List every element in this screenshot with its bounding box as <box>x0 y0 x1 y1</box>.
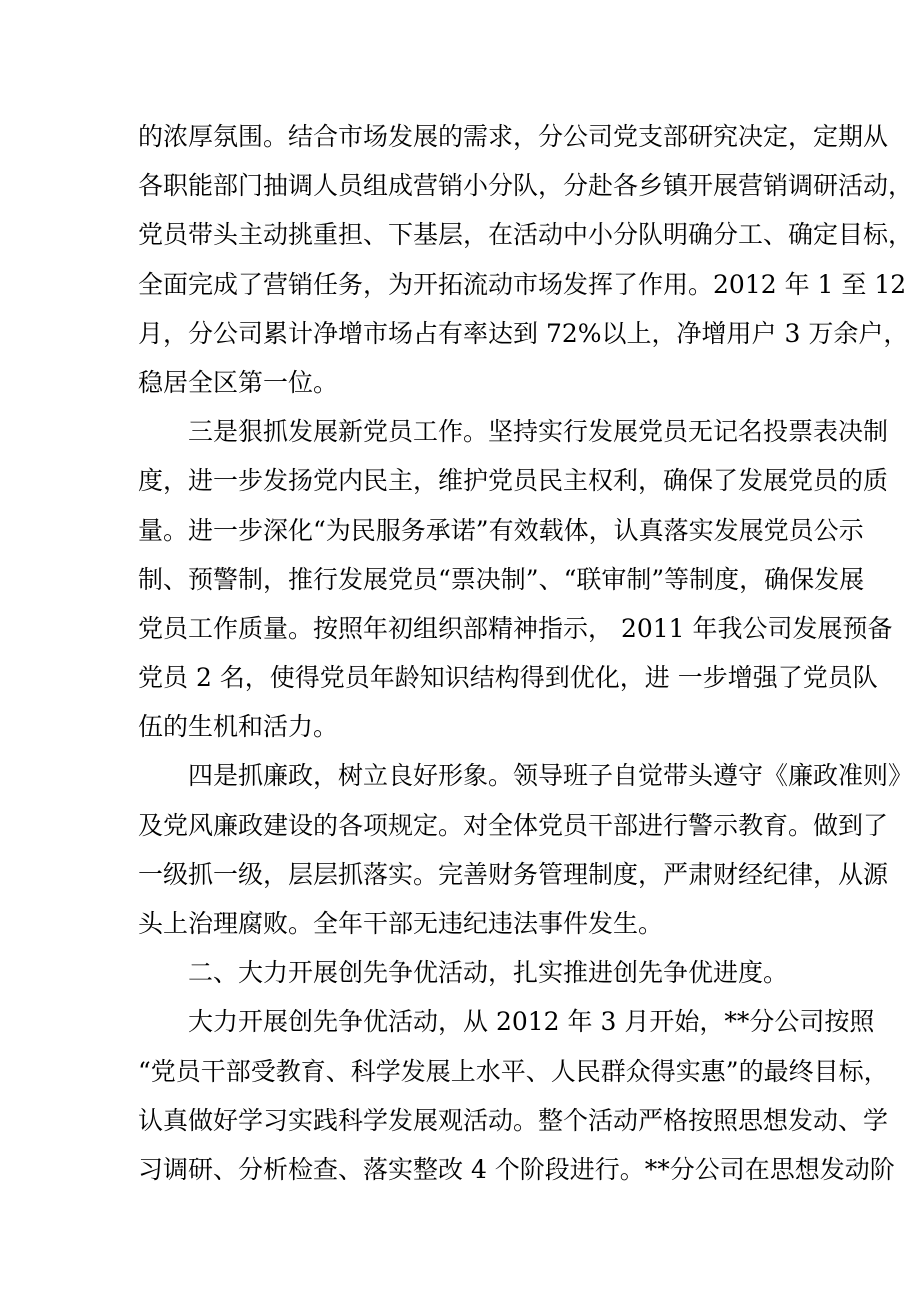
paragraph-1-line-6: 稳居全区第一位。 <box>138 367 339 397</box>
paragraph-2-line-4: 制、预警制，推行发展党员“票决制”、“联审制”等制度，确保发展 <box>138 564 865 594</box>
paragraph-1-line-4: 全面完成了营销任务，为开拓流动市场发挥了作用。2012 年 1 至 12 <box>138 269 907 299</box>
paragraph-5-line-1: 大力开展创先争优活动，从 2012 年 3 月开始，**分公司按照 <box>188 1007 875 1037</box>
paragraph-2-line-6: 党员 2 名，使得党员年龄知识结构得到优化，进 一步增强了党员队 <box>138 663 878 693</box>
paragraph-1-line-2: 各职能部门抽调人员组成营销小分队，分赴各乡镇开展营销调研活动， <box>138 171 914 201</box>
paragraph-5-line-3: 认真做好学习实践科学发展观活动。整个活动严格按照思想发动、学 <box>138 1105 889 1135</box>
paragraph-2-line-3: 量。进一步深化“为民服务承诺”有效载体，认真落实发展党员公示 <box>138 515 864 545</box>
paragraph-2-line-5: 党员工作质量。按照年初组织部精神指示， 2011 年我公司发展预备 <box>138 613 893 643</box>
paragraph-1-line-5: 月，分公司累计净增市场占有率达到 72%以上，净增用户 3 万余户， <box>138 318 909 348</box>
paragraph-3-line-2: 及党风廉政建设的各项规定。对全体党员干部进行警示教育。做到了 <box>138 810 889 840</box>
paragraph-1-line-3: 党员带头主动挑重担、下基层，在活动中小分队明确分工、确定目标， <box>138 220 914 250</box>
paragraph-3-line-4: 头上治理腐败。全年干部无违纪违法事件发生。 <box>138 909 664 938</box>
paragraph-2-line-7: 伍的生机和活力。 <box>138 712 339 742</box>
paragraph-2-line-1: 三是狠抓发展新党员工作。坚持实行发展党员无记名投票表决制 <box>188 417 889 447</box>
paragraph-3-line-3: 一级抓一级，层层抓落实。完善财务管理制度，严肃财经纪律，从源 <box>138 859 889 889</box>
paragraph-1-line-1: 的浓厚氛围。结合市场发展的需求，分公司党支部研究决定，定期从 <box>138 122 889 151</box>
section-heading: 二、大力开展创先争优活动，扎实推进创先争优进度。 <box>188 958 789 988</box>
document-body <box>138 112 914 1194</box>
paragraph-5-line-4: 习调研、分析检查、落实整改 4 个阶段进行。**分公司在思想发动阶 <box>138 1154 895 1184</box>
paragraph-3-line-1: 四是抓廉政，树立良好形象。领导班子自觉带头遵守《廉政准则》 <box>188 761 914 791</box>
paragraph-2-line-2: 度，进一步发扬党内民主，维护党员民主权利，确保了发展党员的质 <box>138 466 889 496</box>
paragraph-5-line-2: “党员干部受教育、科学发展上水平、人民群众得实惠”的最终目标， <box>138 1056 889 1086</box>
